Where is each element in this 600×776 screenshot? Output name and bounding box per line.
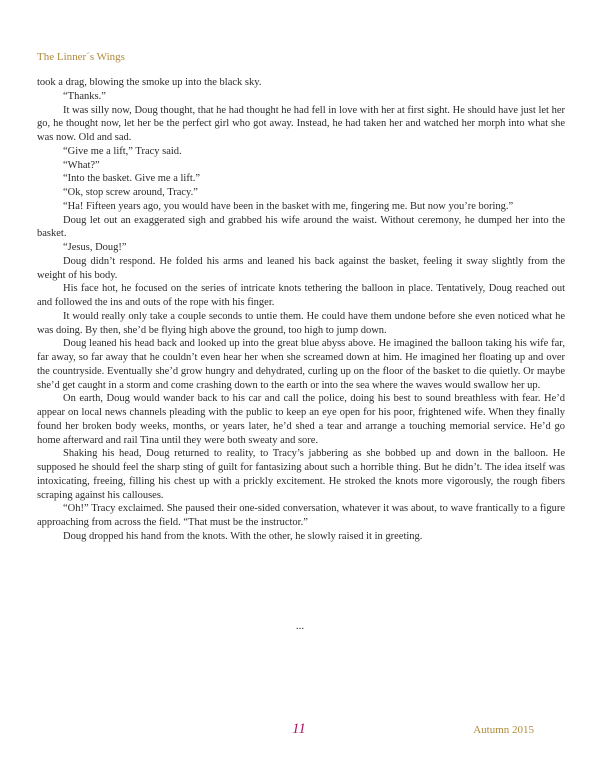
scene-break: ...: [295, 620, 305, 632]
paragraph: “Jesus, Doug!”: [63, 242, 127, 253]
paragraph: On earth, Doug would wander back to his car and call the police, doing his best to sound breathless with fear. He’d appear on local news channels pleading with the public to keep an eye open for his poor, frightened wife. When they finally found her broken body weeks, months, or years later, he’d shed a tear and arrange a touching memorial service. He’d go home afterward and rail Tina until they were both sweaty and sore.: [37, 393, 565, 446]
paragraph: His face hot, he focused on the series of intricate knots tethering the balloon in place. Tentatively, Doug reached out and followed the ins and outs of the rope with his finger.: [37, 283, 565, 308]
paragraph: Doug let out an exaggerated sigh and grabbed his wife around the waist. Without ceremony, he dumped her into the basket.: [37, 214, 565, 240]
paragraph: Doug didn’t respond. He folded his arms and leaned his back against the basket, feeling it sway slightly from the weight of his body.: [37, 255, 565, 281]
paragraph: “Ok, stop screw around, Tracy.”: [63, 187, 198, 198]
page-number: 11: [292, 721, 306, 737]
paragraph: “Give me a lift,” Tracy said.: [63, 145, 182, 157]
paragraph: Shaking his head, Doug returned to reality, to Tracy’s jabbering as she bobbed up and down in the balloon. He supposed he should feel the sharp sting of guilt for fantasizing about such a horrible thing. But he didn’t. The idea itself was intoxicating, freeing, filling his chest up with a prickly excitement. He stroked the knots more vigorously, the rough fibers scraping against his callouses.: [37, 448, 565, 501]
paragraph: Doug leaned his head back and looked up into the great blue abyss above. He imagined the balloon taking his wife far, far away, so far away that he couldn’t even hear her when she screamed down at him. He imagined her floating up and over the countryside. Eventually she’d grow hungry and dehydrated, curling up on the floor of the basket to die quietly. Or maybe she’d get caught in a storm and come crashing down to the earth or into the sea where the waves would swallow her up.: [37, 338, 565, 391]
paragraph: “What?”: [63, 159, 100, 171]
story-text: [37, 76, 565, 544]
paragraph: It would really only take a couple seconds to untie them. He could have them undone before she even noticed what he was doing. By then, she’d be flying high above the ground, too high to jump down.: [37, 310, 565, 336]
paragraph: Doug dropped his hand from the knots. With the other, he slowly raised it in greeting.: [63, 530, 423, 542]
paragraph: “Ha! Fifteen years ago, you would have been in the basket with me, fingering me. But now you’re boring.”: [63, 200, 514, 212]
paragraph: “Oh!” Tracy exclaimed. She paused their one-sided conversation, whatever it was about, to wave frantically to a figure approaching from across the field. “That must be the instructor.”: [37, 503, 565, 528]
paragraph: took a drag, blowing the smoke up into the black sky.: [37, 77, 262, 88]
running-header: The Linner´s Wings: [37, 51, 125, 63]
paragraph: “Thanks.”: [63, 90, 106, 102]
paragraph: It was silly now, Doug thought, that he had thought he had fell in love with her at first sight. He should have just let her go, he thought now, let her be the perfect girl who got away. Instead, he had taken her and watched her morph into what she was now. Old and sad.: [37, 104, 565, 143]
issue-date: Autumn 2015: [473, 724, 534, 736]
paragraph: “Into the basket. Give me a lift.”: [63, 173, 201, 185]
